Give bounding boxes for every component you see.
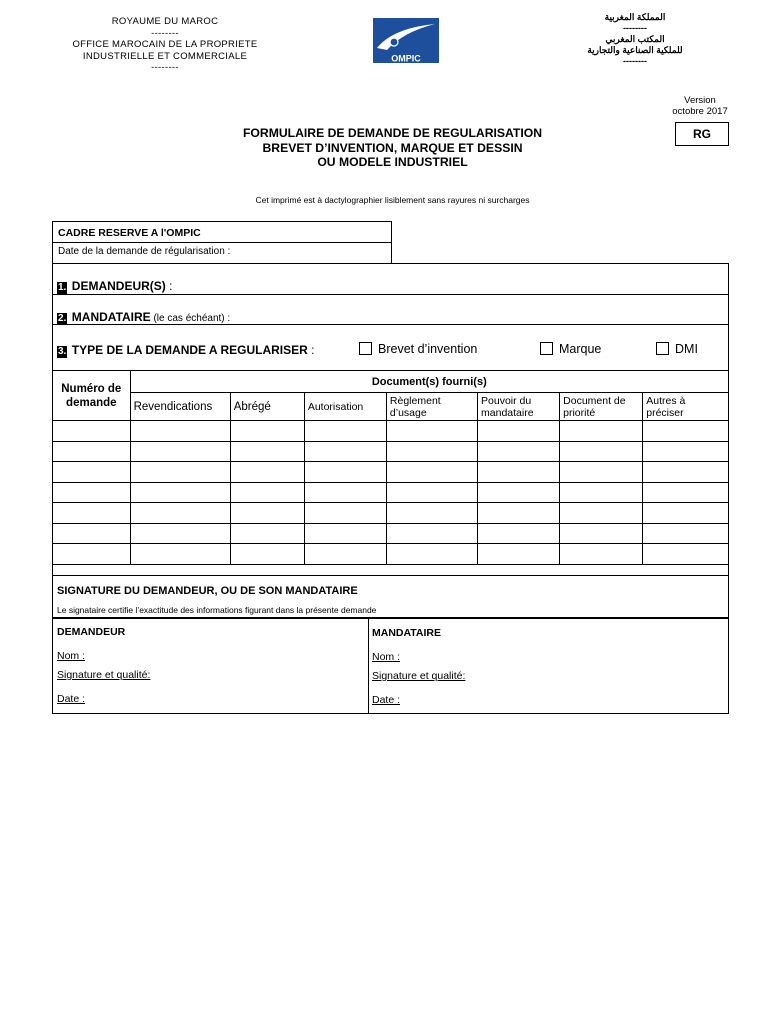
table-cell[interactable] <box>478 421 560 442</box>
table-cell[interactable] <box>560 523 643 544</box>
table-cell[interactable] <box>560 544 643 565</box>
header-left <box>40 16 290 74</box>
title-line1: FORMULAIRE DE DEMANDE DE REGULARISATION <box>242 126 543 140</box>
demandeur-signature-field[interactable]: Signature et qualité: <box>57 669 151 681</box>
table-cell[interactable] <box>643 544 728 565</box>
section-label: TYPE DE LA DEMANDE A REGULARISER <box>71 343 308 357</box>
table-row <box>53 503 728 524</box>
option-brevet[interactable] <box>359 342 477 356</box>
kingdom-name: ROYAUME DU MAROC <box>111 16 219 27</box>
mandataire-signature-field[interactable]: Signature et qualité: <box>372 670 466 682</box>
table-cell[interactable] <box>304 462 386 483</box>
table-cell[interactable] <box>478 544 560 565</box>
version-label: Version <box>684 95 716 106</box>
mandataire-title: MANDATAIRE <box>372 627 442 639</box>
office-name-line2: INDUSTRIELLE ET COMMERCIALE <box>82 50 248 62</box>
table-cell[interactable] <box>478 503 560 524</box>
reserved-date-label[interactable]: Date de la demande de régularisation : <box>58 246 231 257</box>
signature-section <box>53 577 728 619</box>
separator: -------- <box>623 56 647 66</box>
table-cell[interactable] <box>230 544 304 565</box>
table-row <box>53 523 728 544</box>
title-line2: BREVET D’INVENTION, MARQUE ET DESSIN <box>262 140 523 155</box>
table-cell[interactable] <box>53 523 130 544</box>
separator: -------- <box>623 23 647 33</box>
header-right-arabic <box>560 12 710 67</box>
table-cell[interactable] <box>478 482 560 503</box>
table-cell[interactable] <box>53 482 130 503</box>
table-cell[interactable] <box>386 462 477 483</box>
demandeur-title: DEMANDEUR <box>57 626 126 638</box>
mandataire-date-field[interactable]: Date : <box>372 694 401 706</box>
demandeur-nom-field[interactable]: Nom : <box>57 650 86 662</box>
table-cell[interactable] <box>53 503 130 524</box>
table-header-documents: Document(s) fourni(s) <box>130 371 728 393</box>
table-cell[interactable] <box>478 462 560 483</box>
table-cell[interactable] <box>386 421 477 442</box>
office-name-line1: OFFICE MAROCAIN DE LA PROPRIETE <box>72 39 258 50</box>
table-cell[interactable] <box>230 482 304 503</box>
signature-note: Le signataire certifie l’exactitude des informations figurant dans la présente demande <box>57 605 377 615</box>
option-marque[interactable] <box>540 342 601 356</box>
documents-table <box>53 370 728 576</box>
table-cell[interactable] <box>386 544 477 565</box>
office-name-ar-line2: للملكية الصناعية والتجارية <box>587 45 683 55</box>
table-spacer-row <box>53 564 728 575</box>
col-header: Document de priorité <box>560 393 643 421</box>
table-cell[interactable] <box>643 421 728 442</box>
table-cell[interactable] <box>130 441 230 462</box>
col-header: Règlement d’usage <box>386 393 477 421</box>
table-column-headers <box>53 393 728 421</box>
table-cell[interactable] <box>53 462 130 483</box>
brevet-checkbox[interactable] <box>359 342 372 355</box>
marque-checkbox[interactable] <box>540 342 553 355</box>
title-line3: OU MODELE INDUSTRIEL <box>317 155 468 169</box>
table-row <box>53 462 728 483</box>
table-cell[interactable] <box>560 421 643 442</box>
table-cell[interactable] <box>230 441 304 462</box>
reserved-title: CADRE RESERVE A l'OMPIC <box>53 222 391 243</box>
section-hint: (le cas échéant) : <box>150 313 231 324</box>
section-number: 1. <box>58 282 67 293</box>
table-cell[interactable] <box>230 523 304 544</box>
col-header: Autorisation <box>304 393 386 421</box>
section-number: 3. <box>58 346 67 357</box>
table-cell[interactable] <box>130 503 230 524</box>
table-cell[interactable] <box>386 503 477 524</box>
col-header: Autres à préciser <box>643 393 728 421</box>
section-label: DEMANDEUR(S) <box>71 279 166 293</box>
table-cell[interactable] <box>130 462 230 483</box>
col-header: Revendications <box>130 393 230 421</box>
reserved-box <box>52 221 392 264</box>
form-instructions: Cet imprimé est à dactylographier lisiblement sans rayures ni surcharges <box>255 195 530 205</box>
table-row <box>53 482 728 503</box>
table-cell[interactable] <box>230 462 304 483</box>
table-cell[interactable] <box>230 421 304 442</box>
section-mandataire[interactable] <box>53 295 728 325</box>
section-suffix: : <box>307 343 315 357</box>
table-row <box>53 544 728 565</box>
table-cell[interactable] <box>53 421 130 442</box>
demandeur-date-field[interactable]: Date : <box>57 693 86 705</box>
form-code: RG <box>675 122 729 146</box>
table-cell[interactable] <box>230 503 304 524</box>
table-cell[interactable] <box>643 523 728 544</box>
section-label: MANDATAIRE <box>71 310 151 324</box>
separator: -------- <box>151 27 179 39</box>
table-cell[interactable] <box>643 482 728 503</box>
table-cell[interactable] <box>560 503 643 524</box>
col-header: Abrégé <box>230 393 304 421</box>
mandataire-nom-field[interactable]: Nom : <box>372 651 401 663</box>
office-name-ar-line1: المكتب المغربي <box>605 34 665 44</box>
table-cell[interactable] <box>53 441 130 462</box>
table-row <box>53 441 728 462</box>
table-cell[interactable] <box>560 441 643 462</box>
signature-title: SIGNATURE DU DEMANDEUR, OU DE SON MANDATAIRE <box>57 585 358 597</box>
main-form <box>52 263 729 619</box>
table-cell[interactable] <box>304 544 386 565</box>
section-demandeur[interactable] <box>53 264 728 295</box>
dmi-checkbox[interactable] <box>656 342 669 355</box>
table-cell[interactable] <box>386 523 477 544</box>
table-cell[interactable] <box>130 482 230 503</box>
demandeur-column <box>53 618 369 713</box>
col-header: Pouvoir du mandataire <box>478 393 560 421</box>
table-cell[interactable] <box>478 523 560 544</box>
table-cell[interactable] <box>386 441 477 462</box>
table-cell[interactable] <box>130 421 230 442</box>
table-cell[interactable] <box>478 441 560 462</box>
section-suffix: : <box>165 279 173 293</box>
option-label: DMI <box>675 342 698 356</box>
table-cell[interactable] <box>130 544 230 565</box>
mandataire-column <box>368 618 728 713</box>
table-cell[interactable] <box>560 462 643 483</box>
table-cell[interactable] <box>643 441 728 462</box>
signature-fields-box <box>52 617 729 714</box>
separator: -------- <box>151 62 179 73</box>
table-cell[interactable] <box>130 523 230 544</box>
table-cell[interactable] <box>304 421 386 442</box>
form-title <box>180 126 605 170</box>
option-label: Marque <box>559 342 602 356</box>
table-cell[interactable] <box>560 482 643 503</box>
option-dmi[interactable] <box>656 342 698 356</box>
table-cell[interactable] <box>386 482 477 503</box>
table-cell[interactable] <box>304 482 386 503</box>
table-cell[interactable] <box>643 503 728 524</box>
table-cell[interactable] <box>304 441 386 462</box>
table-row <box>53 421 728 442</box>
section-number: 2. <box>58 313 67 324</box>
logo-text: OMPIC <box>391 53 421 63</box>
table-cell[interactable] <box>304 503 386 524</box>
table-cell[interactable] <box>643 462 728 483</box>
table-cell[interactable] <box>304 523 386 544</box>
kingdom-name-ar: المملكة المغربية <box>604 12 666 22</box>
version-date: octobre 2017 <box>672 106 728 117</box>
option-label: Brevet d’invention <box>378 342 478 356</box>
table-cell[interactable] <box>53 544 130 565</box>
version-block <box>640 95 760 117</box>
ompic-logo <box>373 18 439 63</box>
table-header-numero: Numéro de demande <box>53 371 130 421</box>
